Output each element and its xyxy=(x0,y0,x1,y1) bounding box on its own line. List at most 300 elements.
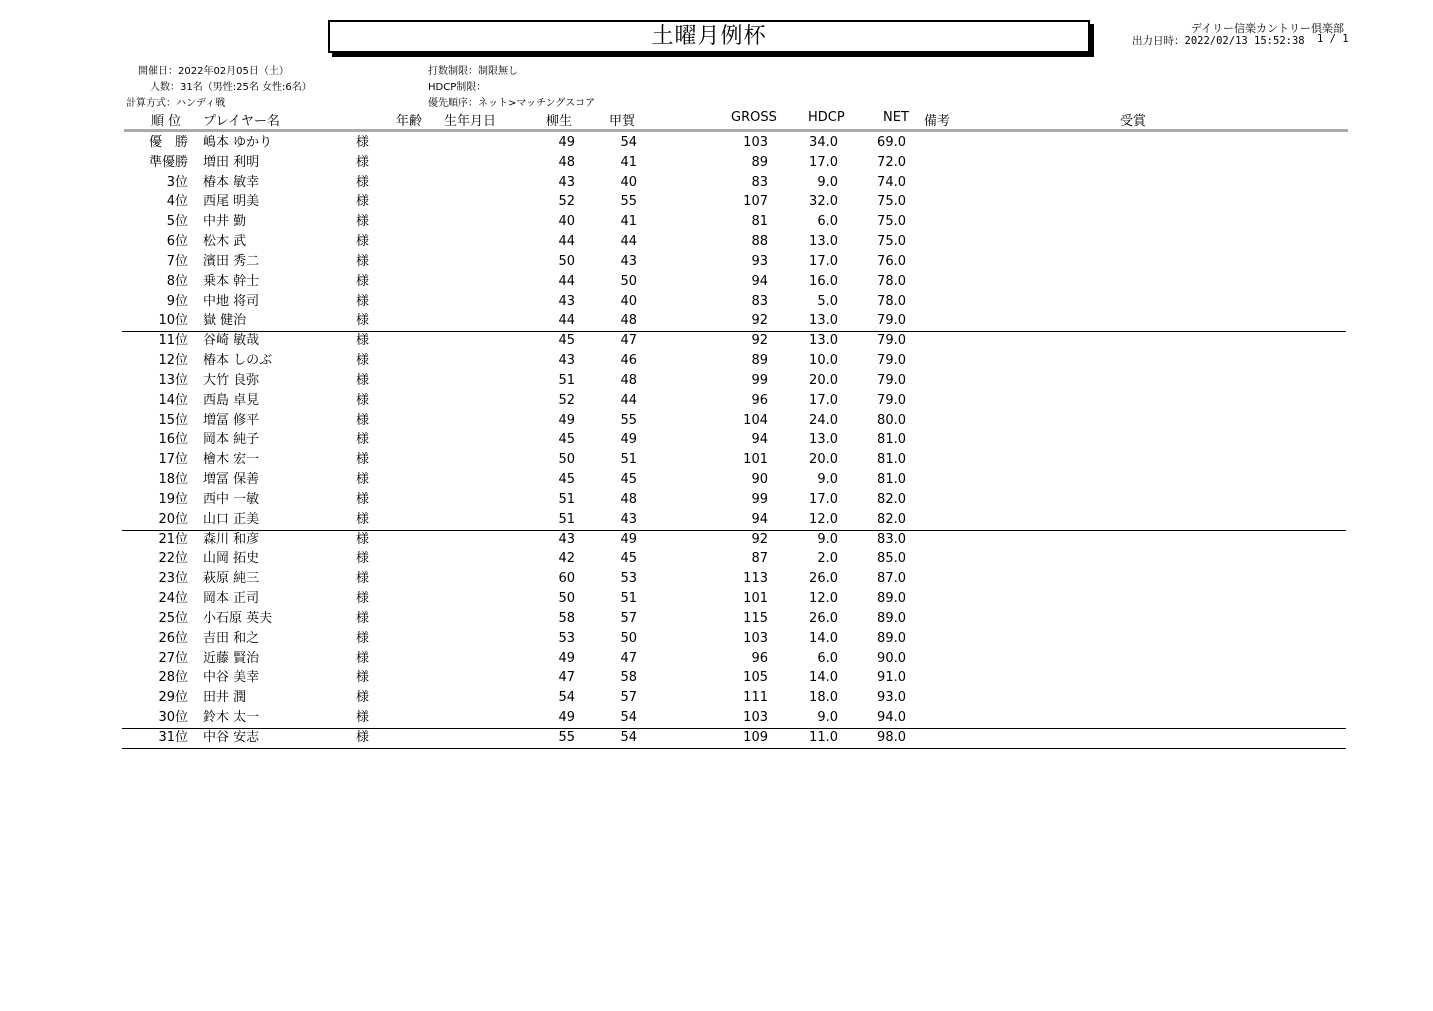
cell-hdcp: 13.0 xyxy=(809,234,838,250)
cell-rank: 31位 xyxy=(158,729,188,745)
cell-yagyu: 43 xyxy=(558,353,575,369)
cell-gross: 101 xyxy=(743,591,768,607)
cell-hdcp: 6.0 xyxy=(817,650,838,666)
cell-rank: 18位 xyxy=(158,472,188,488)
cell-yagyu: 52 xyxy=(558,194,575,210)
cell-hdcp: 12.0 xyxy=(809,591,838,607)
cell-name: 小石原 英夫 xyxy=(203,610,273,626)
cell-gross: 113 xyxy=(743,571,768,587)
cell-net: 75.0 xyxy=(877,234,906,250)
cell-kouga: 58 xyxy=(620,670,637,686)
cell-gross: 105 xyxy=(743,670,768,686)
header-rank: 順 位 xyxy=(151,114,182,129)
output-datetime: 出力日時：2022/02/13 15:52:38 xyxy=(1132,35,1305,47)
cell-kouga: 51 xyxy=(620,591,637,607)
table-row xyxy=(0,311,1433,331)
table-row xyxy=(0,530,1433,550)
table-row xyxy=(0,668,1433,688)
cell-gross: 115 xyxy=(743,610,768,626)
page-number: 1 / 1 xyxy=(1317,33,1349,45)
cell-net: 79.0 xyxy=(877,333,906,349)
cell-name: 中地 将司 xyxy=(203,293,260,309)
cell-hdcp: 32.0 xyxy=(809,194,838,210)
cell-kouga: 57 xyxy=(620,610,637,626)
table-row xyxy=(0,212,1433,232)
cell-yagyu: 58 xyxy=(558,610,575,626)
cell-honorific: 様 xyxy=(356,135,370,150)
cell-rank: 29位 xyxy=(158,690,188,706)
cell-name: 山口 正美 xyxy=(203,511,260,527)
header-hdcp: HDCP xyxy=(808,110,845,125)
cell-yagyu: 54 xyxy=(558,690,575,706)
cell-name: 椿本 敏幸 xyxy=(203,174,260,190)
cell-hdcp: 20.0 xyxy=(809,452,838,468)
cell-honorific: 様 xyxy=(356,591,370,607)
cell-name: 増冨 修平 xyxy=(203,412,260,428)
cell-rank: 27位 xyxy=(158,650,188,666)
info-hdcp-limit: HDCP制限： xyxy=(428,82,487,93)
cell-net: 90.0 xyxy=(877,650,906,666)
cell-hdcp: 11.0 xyxy=(809,729,838,745)
table-row xyxy=(0,629,1433,649)
cell-yagyu: 47 xyxy=(558,670,575,686)
cell-honorific: 様 xyxy=(356,154,370,170)
cell-rank: 11位 xyxy=(158,333,188,349)
cell-rank: 25位 xyxy=(158,610,188,626)
cell-net: 81.0 xyxy=(877,452,906,468)
cell-hdcp: 13.0 xyxy=(809,432,838,448)
cell-rank: 14位 xyxy=(158,392,188,408)
cell-rank: 21位 xyxy=(158,531,188,547)
cell-gross: 99 xyxy=(751,372,768,388)
cell-name: 山岡 拓史 xyxy=(203,551,260,567)
table-row xyxy=(0,510,1433,530)
cell-rank: 16位 xyxy=(158,432,188,448)
cell-hdcp: 14.0 xyxy=(809,630,838,646)
table-row xyxy=(0,153,1433,173)
cell-name: 嶋本 ゆかり xyxy=(203,135,273,150)
cell-net: 78.0 xyxy=(877,293,906,309)
cell-honorific: 様 xyxy=(356,412,370,428)
cell-net: 80.0 xyxy=(877,412,906,428)
cell-name: 濱田 秀二 xyxy=(203,253,260,269)
cell-kouga: 54 xyxy=(620,135,637,150)
cell-hdcp: 18.0 xyxy=(809,690,838,706)
cell-honorific: 様 xyxy=(356,670,370,686)
cell-honorific: 様 xyxy=(356,531,370,547)
cell-honorific: 様 xyxy=(356,491,370,507)
cell-honorific: 様 xyxy=(356,630,370,646)
cell-kouga: 54 xyxy=(620,710,637,726)
cell-kouga: 40 xyxy=(620,174,637,190)
cell-kouga: 47 xyxy=(620,650,637,666)
cell-gross: 103 xyxy=(743,135,768,150)
table-row xyxy=(0,192,1433,212)
table-row xyxy=(0,331,1433,351)
table-row xyxy=(0,688,1433,708)
cell-rank: 4位 xyxy=(166,194,188,210)
cell-net: 89.0 xyxy=(877,630,906,646)
cell-yagyu: 49 xyxy=(558,650,575,666)
info-calc-method: 計算方式：ハンディ戦 xyxy=(126,98,226,109)
cell-yagyu: 43 xyxy=(558,174,575,190)
cell-yagyu: 44 xyxy=(558,273,575,289)
table-row xyxy=(0,470,1433,490)
cell-honorific: 様 xyxy=(356,690,370,706)
cell-yagyu: 43 xyxy=(558,531,575,547)
cell-honorific: 様 xyxy=(356,392,370,408)
cell-rank: 22位 xyxy=(158,551,188,567)
table-row xyxy=(0,371,1433,391)
cell-hdcp: 13.0 xyxy=(809,313,838,329)
cell-hdcp: 17.0 xyxy=(809,392,838,408)
cell-yagyu: 52 xyxy=(558,392,575,408)
cell-honorific: 様 xyxy=(356,472,370,488)
cell-name: 大竹 良弥 xyxy=(203,372,260,388)
cell-net: 79.0 xyxy=(877,313,906,329)
cell-yagyu: 50 xyxy=(558,591,575,607)
table-row xyxy=(0,391,1433,411)
cell-gross: 107 xyxy=(743,194,768,210)
cell-net: 82.0 xyxy=(877,491,906,507)
cell-net: 89.0 xyxy=(877,610,906,626)
cell-honorific: 様 xyxy=(356,313,370,329)
cell-hdcp: 17.0 xyxy=(809,253,838,269)
cell-yagyu: 51 xyxy=(558,511,575,527)
header-kouga: 甲賀 xyxy=(609,114,636,129)
cell-honorific: 様 xyxy=(356,333,370,349)
cell-hdcp: 14.0 xyxy=(809,670,838,686)
header-age: 年齢 xyxy=(396,114,423,129)
cell-hdcp: 34.0 xyxy=(809,135,838,150)
cell-yagyu: 49 xyxy=(558,135,575,150)
cell-name: 乗本 幹士 xyxy=(203,273,260,289)
cell-kouga: 48 xyxy=(620,372,637,388)
cell-kouga: 53 xyxy=(620,571,637,587)
cell-net: 69.0 xyxy=(877,135,906,150)
cell-kouga: 41 xyxy=(620,214,637,230)
cell-honorific: 様 xyxy=(356,273,370,289)
cell-kouga: 50 xyxy=(620,630,637,646)
cell-name: 西島 卓見 xyxy=(203,392,260,408)
cell-name: 萩原 純三 xyxy=(203,571,260,587)
cell-name: 中谷 安志 xyxy=(203,729,260,745)
cell-name: 檜木 宏一 xyxy=(203,452,260,468)
table-header xyxy=(0,110,1433,130)
cell-name: 近藤 賢治 xyxy=(203,650,260,666)
cell-net: 76.0 xyxy=(877,253,906,269)
cell-net: 75.0 xyxy=(877,194,906,210)
info-stroke-limit: 打数制限：制限無し xyxy=(428,66,518,77)
cell-kouga: 45 xyxy=(620,472,637,488)
cell-rank: 8位 xyxy=(166,273,188,289)
cell-gross: 101 xyxy=(743,452,768,468)
cell-rank: 19位 xyxy=(158,491,188,507)
cell-gross: 96 xyxy=(751,650,768,666)
table-row xyxy=(0,272,1433,292)
cell-name: 中谷 美幸 xyxy=(203,670,260,686)
cell-kouga: 55 xyxy=(620,412,637,428)
cell-hdcp: 5.0 xyxy=(817,293,838,309)
cell-net: 75.0 xyxy=(877,214,906,230)
table-row xyxy=(0,133,1433,153)
cell-honorific: 様 xyxy=(356,353,370,369)
cell-name: 嶽 健治 xyxy=(203,313,247,329)
cell-kouga: 44 xyxy=(620,392,637,408)
cell-gross: 109 xyxy=(743,729,768,745)
table-row xyxy=(0,450,1433,470)
cell-rank: 26位 xyxy=(158,630,188,646)
table-row xyxy=(0,252,1433,272)
club-name: デイリー信楽カントリー倶楽部 xyxy=(1190,22,1344,35)
cell-kouga: 55 xyxy=(620,194,637,210)
cell-rank: 3位 xyxy=(166,174,188,190)
cell-honorific: 様 xyxy=(356,174,370,190)
cell-gross: 103 xyxy=(743,630,768,646)
cell-gross: 104 xyxy=(743,412,768,428)
cell-hdcp: 17.0 xyxy=(809,154,838,170)
cell-honorific: 様 xyxy=(356,214,370,230)
cell-net: 74.0 xyxy=(877,174,906,190)
header-divider xyxy=(124,129,1348,132)
cell-gross: 111 xyxy=(743,690,768,706)
cell-hdcp: 2.0 xyxy=(817,551,838,567)
cell-hdcp: 9.0 xyxy=(817,174,838,190)
cell-gross: 92 xyxy=(751,531,768,547)
page-title: 土曜月例杯 xyxy=(651,24,767,49)
table-row xyxy=(0,569,1433,589)
cell-yagyu: 51 xyxy=(558,372,575,388)
cell-rank: 12位 xyxy=(158,353,188,369)
cell-gross: 94 xyxy=(751,273,768,289)
cell-kouga: 44 xyxy=(620,234,637,250)
cell-kouga: 48 xyxy=(620,491,637,507)
table-row xyxy=(0,411,1433,431)
cell-yagyu: 42 xyxy=(558,551,575,567)
cell-honorific: 様 xyxy=(356,551,370,567)
cell-net: 81.0 xyxy=(877,432,906,448)
cell-rank: 5位 xyxy=(166,214,188,230)
table-row xyxy=(0,232,1433,252)
cell-name: 岡本 正司 xyxy=(203,591,260,607)
cell-net: 72.0 xyxy=(877,154,906,170)
cell-yagyu: 55 xyxy=(558,729,575,745)
cell-gross: 83 xyxy=(751,174,768,190)
cell-rank: 23位 xyxy=(158,571,188,587)
cell-hdcp: 12.0 xyxy=(809,511,838,527)
cell-kouga: 45 xyxy=(620,551,637,567)
cell-gross: 90 xyxy=(751,472,768,488)
cell-rank: 24位 xyxy=(158,591,188,607)
cell-gross: 81 xyxy=(751,214,768,230)
cell-gross: 94 xyxy=(751,511,768,527)
cell-hdcp: 17.0 xyxy=(809,491,838,507)
cell-hdcp: 26.0 xyxy=(809,571,838,587)
cell-net: 98.0 xyxy=(877,729,906,745)
cell-hdcp: 6.0 xyxy=(817,214,838,230)
cell-rank: 30位 xyxy=(158,710,188,726)
cell-gross: 96 xyxy=(751,392,768,408)
cell-net: 79.0 xyxy=(877,353,906,369)
header-remarks: 備考 xyxy=(924,114,951,129)
cell-yagyu: 48 xyxy=(558,154,575,170)
cell-yagyu: 51 xyxy=(558,491,575,507)
cell-net: 87.0 xyxy=(877,571,906,587)
cell-gross: 89 xyxy=(751,154,768,170)
cell-yagyu: 40 xyxy=(558,214,575,230)
cell-gross: 88 xyxy=(751,234,768,250)
cell-name: 西中 一敏 xyxy=(203,491,260,507)
table-row xyxy=(0,351,1433,371)
cell-yagyu: 43 xyxy=(558,293,575,309)
group-divider xyxy=(122,748,1346,749)
table-row xyxy=(0,609,1433,629)
cell-yagyu: 45 xyxy=(558,432,575,448)
cell-gross: 103 xyxy=(743,710,768,726)
cell-rank: 20位 xyxy=(158,511,188,527)
cell-rank: 28位 xyxy=(158,670,188,686)
cell-net: 79.0 xyxy=(877,392,906,408)
cell-yagyu: 45 xyxy=(558,333,575,349)
cell-honorific: 様 xyxy=(356,293,370,309)
cell-name: 増冨 保善 xyxy=(203,472,260,488)
cell-hdcp: 9.0 xyxy=(817,472,838,488)
cell-gross: 87 xyxy=(751,551,768,567)
results-table xyxy=(0,133,1433,748)
cell-yagyu: 44 xyxy=(558,234,575,250)
header-yagyu: 柳生 xyxy=(546,114,573,129)
cell-gross: 93 xyxy=(751,253,768,269)
cell-kouga: 54 xyxy=(620,729,637,745)
cell-honorific: 様 xyxy=(356,372,370,388)
cell-gross: 83 xyxy=(751,293,768,309)
cell-kouga: 43 xyxy=(620,253,637,269)
info-date: 開催日：2022年02月05日（土） xyxy=(138,66,289,77)
cell-hdcp: 9.0 xyxy=(817,531,838,547)
cell-honorific: 様 xyxy=(356,432,370,448)
table-row xyxy=(0,708,1433,728)
cell-gross: 99 xyxy=(751,491,768,507)
cell-yagyu: 44 xyxy=(558,313,575,329)
cell-hdcp: 20.0 xyxy=(809,372,838,388)
table-row xyxy=(0,728,1433,748)
cell-kouga: 51 xyxy=(620,452,637,468)
cell-net: 93.0 xyxy=(877,690,906,706)
cell-rank: 準優勝 xyxy=(148,154,188,170)
table-row xyxy=(0,549,1433,569)
cell-hdcp: 24.0 xyxy=(809,412,838,428)
cell-honorific: 様 xyxy=(356,650,370,666)
cell-yagyu: 53 xyxy=(558,630,575,646)
cell-name: 中井 勤 xyxy=(203,214,247,230)
cell-hdcp: 13.0 xyxy=(809,333,838,349)
cell-rank: 13位 xyxy=(158,372,188,388)
cell-yagyu: 60 xyxy=(558,571,575,587)
header-gross: GROSS xyxy=(731,110,777,125)
cell-name: 吉田 和之 xyxy=(203,630,260,646)
cell-name: 田井 潤 xyxy=(203,690,247,706)
cell-yagyu: 50 xyxy=(558,253,575,269)
cell-net: 79.0 xyxy=(877,372,906,388)
cell-kouga: 43 xyxy=(620,511,637,527)
cell-name: 椿本 しのぶ xyxy=(203,353,273,369)
title-box xyxy=(328,20,1090,53)
cell-name: 西尾 明美 xyxy=(203,194,260,210)
cell-kouga: 57 xyxy=(620,690,637,706)
cell-net: 94.0 xyxy=(877,710,906,726)
table-row xyxy=(0,173,1433,193)
cell-rank: 9位 xyxy=(166,293,188,309)
cell-net: 85.0 xyxy=(877,551,906,567)
header-player: プレイヤー名 xyxy=(203,114,280,129)
header-award: 受賞 xyxy=(1120,114,1147,129)
cell-gross: 94 xyxy=(751,432,768,448)
cell-honorific: 様 xyxy=(356,710,370,726)
cell-gross: 92 xyxy=(751,333,768,349)
cell-hdcp: 26.0 xyxy=(809,610,838,626)
cell-honorific: 様 xyxy=(356,571,370,587)
cell-kouga: 41 xyxy=(620,154,637,170)
cell-honorific: 様 xyxy=(356,452,370,468)
cell-net: 83.0 xyxy=(877,531,906,547)
info-priority: 優先順序：ネット>マッチングスコア xyxy=(428,98,596,109)
cell-net: 81.0 xyxy=(877,472,906,488)
table-row xyxy=(0,649,1433,669)
cell-gross: 89 xyxy=(751,353,768,369)
cell-kouga: 49 xyxy=(620,531,637,547)
cell-rank: 6位 xyxy=(166,234,188,250)
cell-honorific: 様 xyxy=(356,511,370,527)
table-row xyxy=(0,490,1433,510)
cell-honorific: 様 xyxy=(356,234,370,250)
cell-kouga: 46 xyxy=(620,353,637,369)
cell-kouga: 47 xyxy=(620,333,637,349)
cell-kouga: 49 xyxy=(620,432,637,448)
cell-name: 谷崎 敏哉 xyxy=(203,333,260,349)
table-row xyxy=(0,589,1433,609)
cell-rank: 7位 xyxy=(166,253,188,269)
cell-name: 岡本 純子 xyxy=(203,432,260,448)
cell-honorific: 様 xyxy=(356,253,370,269)
cell-rank: 17位 xyxy=(158,452,188,468)
table-row xyxy=(0,292,1433,312)
cell-kouga: 48 xyxy=(620,313,637,329)
cell-net: 91.0 xyxy=(877,670,906,686)
cell-honorific: 様 xyxy=(356,610,370,626)
header-birthdate: 生年月日 xyxy=(444,114,497,129)
cell-yagyu: 50 xyxy=(558,452,575,468)
table-row xyxy=(0,430,1433,450)
cell-name: 増田 利明 xyxy=(203,154,260,170)
cell-kouga: 40 xyxy=(620,293,637,309)
cell-net: 89.0 xyxy=(877,591,906,607)
cell-name: 鈴木 太一 xyxy=(203,710,260,726)
cell-yagyu: 49 xyxy=(558,412,575,428)
cell-hdcp: 16.0 xyxy=(809,273,838,289)
cell-kouga: 50 xyxy=(620,273,637,289)
cell-net: 78.0 xyxy=(877,273,906,289)
cell-gross: 92 xyxy=(751,313,768,329)
cell-yagyu: 45 xyxy=(558,472,575,488)
cell-hdcp: 9.0 xyxy=(817,710,838,726)
cell-honorific: 様 xyxy=(356,194,370,210)
cell-rank: 15位 xyxy=(158,412,188,428)
cell-hdcp: 10.0 xyxy=(809,353,838,369)
cell-rank: 優 勝 xyxy=(148,135,188,150)
header-net: NET xyxy=(883,110,909,125)
cell-net: 82.0 xyxy=(877,511,906,527)
cell-rank: 10位 xyxy=(158,313,188,329)
